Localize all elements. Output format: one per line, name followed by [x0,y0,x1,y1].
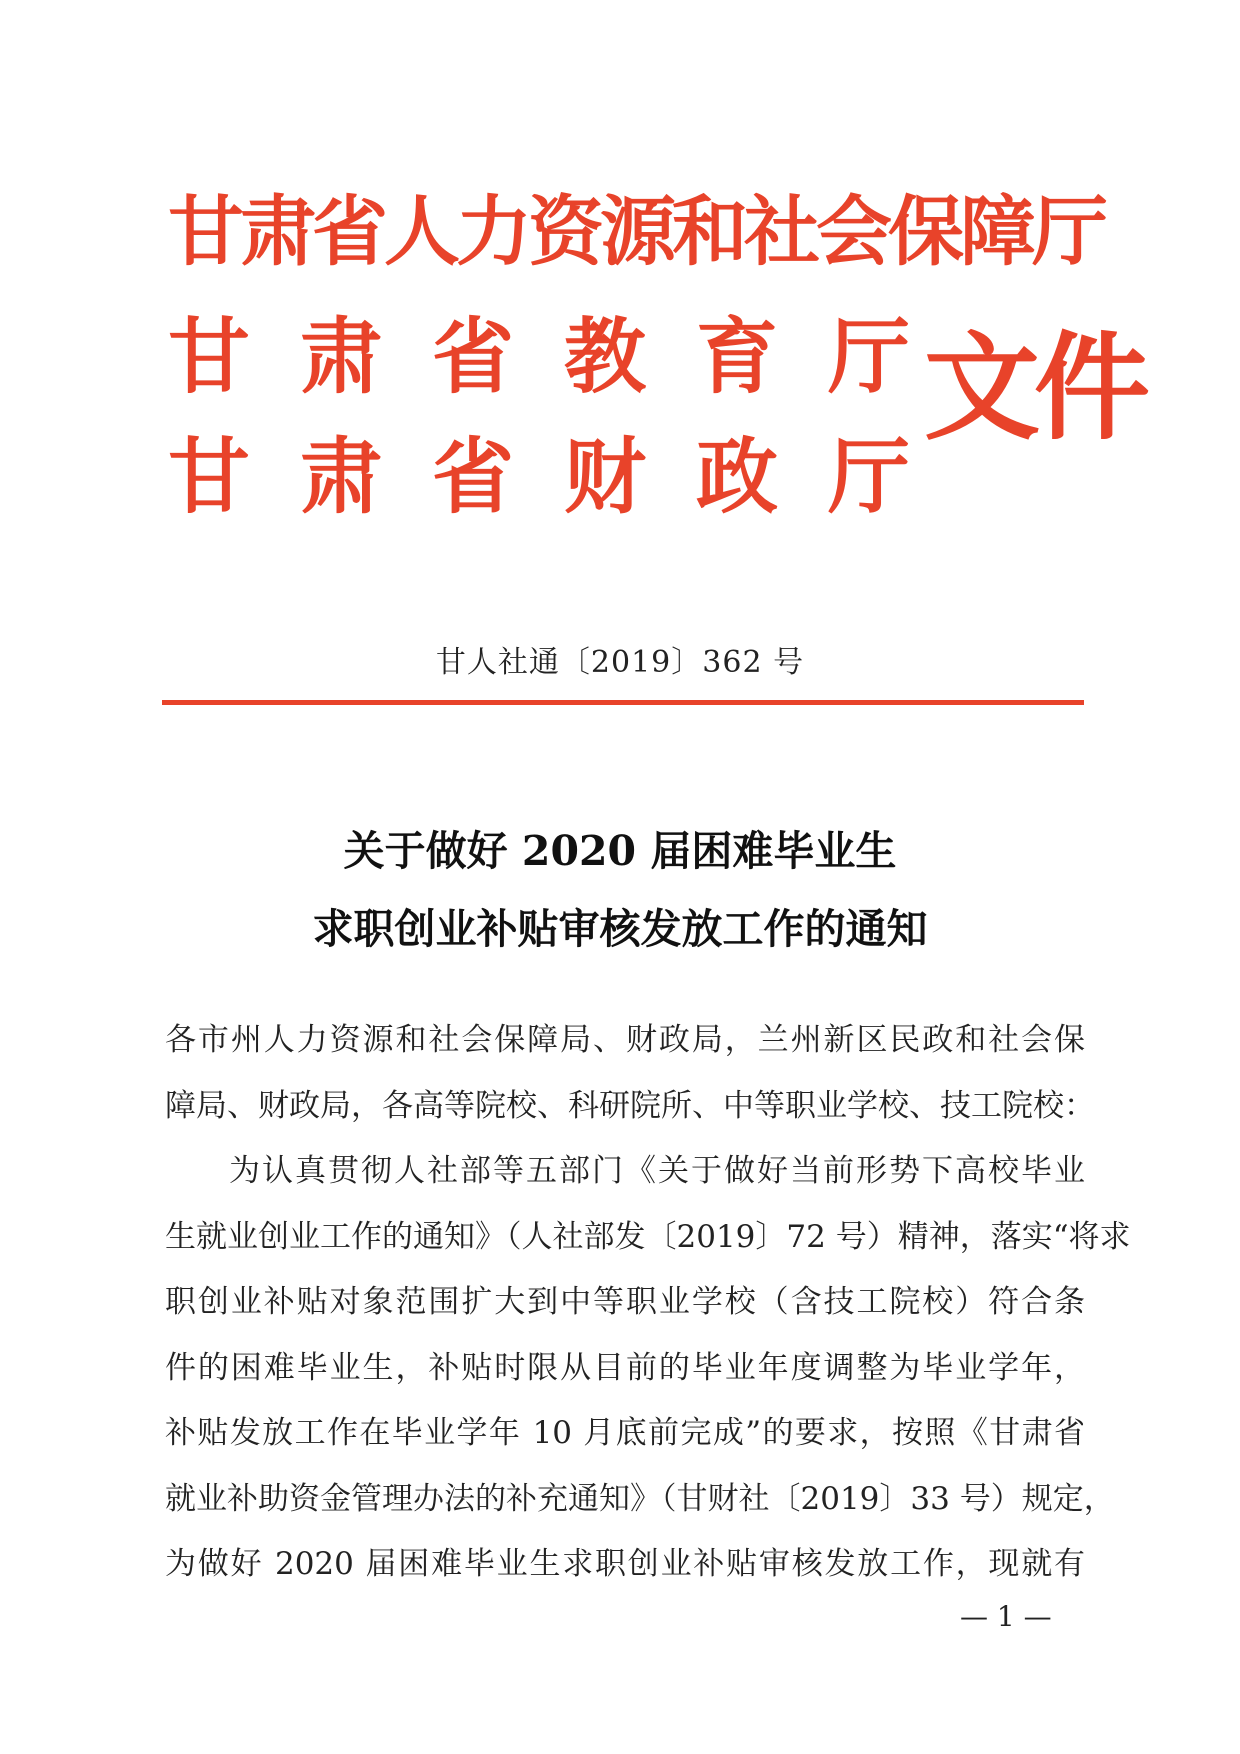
body-line-5: 补贴发放工作在毕业学年 10 月底前完成”的要求，按照《甘肃省 [165,1415,1085,1451]
document-number: 甘人社通〔2019〕362 号 [435,645,805,680]
issuer-hrss: 甘肃省人力资源和社会保障厅 [168,187,1104,276]
page-number: — 1 — [960,1600,1052,1633]
red-divider [162,700,1084,705]
issuer-finance: 甘肃省财政厅 [168,429,961,525]
body-line-addressee-2: 障局、财政局，各高等院校、科研院所、中等职业学校、技工院校： [165,1087,1095,1124]
body-line-6: 就业补助资金管理办法的补充通知》（甘财社〔2019〕33 号）规定， [165,1480,1115,1517]
body-line-2: 生就业创业工作的通知》（人社部发〔2019〕72 号）精神，落实“将求 [165,1218,1131,1255]
body-text [165,1008,1131,1598]
title-line-1: 关于做好 2020 届困难毕业生 [343,827,897,875]
body-line-7: 为做好 2020 届困难毕业生求职创业补贴审核发放工作，现就有 [165,1546,1085,1582]
issuer-education: 甘肃省教育厅 [168,309,961,405]
body-line-1: 为认真贯彻人社部等五部门《关于做好当前形势下高校毕业 [229,1153,1085,1189]
title-line-2: 求职创业补贴审核发放工作的通知 [312,905,928,953]
body-line-addressee-1: 各市州人力资源和社会保障局、财政局，兰州新区民政和社会保 [165,1022,1085,1058]
document-suffix: 文件 [924,320,1144,456]
red-header [168,178,1144,538]
body-line-3: 职创业补贴对象范围扩大到中等职业学校（含技工院校）符合条 [165,1284,1085,1320]
body-line-4: 件的困难毕业生，补贴时限从目前的毕业年度调整为毕业学年， [165,1349,1085,1386]
